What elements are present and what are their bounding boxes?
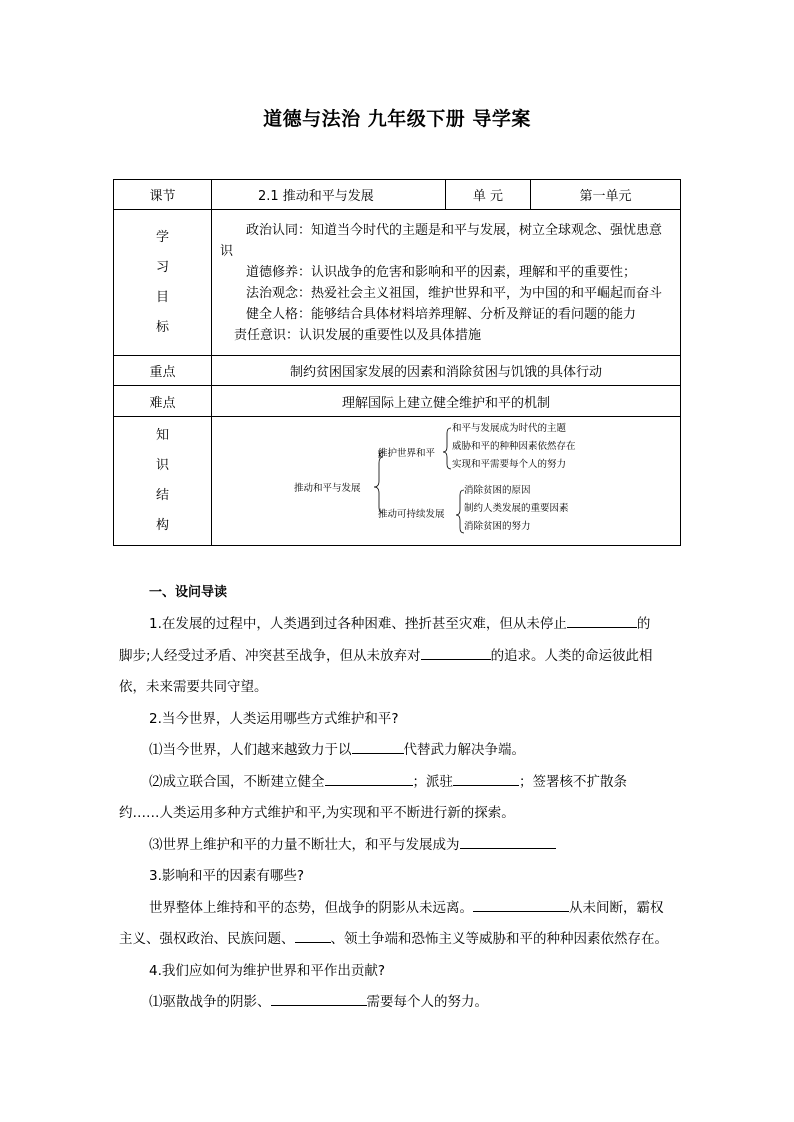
question-3: 3.影响和平的因素有哪些? <box>149 868 305 884</box>
goal-item: 健全人格：能够结合具体材料培养理解、分析及辩证的看问题的能力 <box>246 306 637 322</box>
brace-branch2-bottom <box>456 515 464 533</box>
branch1-item: 实现和平需要每个人的努力 <box>452 458 567 470</box>
structure-branch1: 维护世界和平 <box>378 447 436 459</box>
question-2-3: ⑶世界上维护和平的力量不断壮大，和平与发展成为 <box>119 830 679 862</box>
brace-branch1-top <box>443 428 451 452</box>
question-3-body-cont: 主义、强权政治、民族问题、 、领土争端和恐怖主义等威胁和平的种种因素依然存在。 <box>119 924 679 956</box>
branch2-item: 制约人类发展的重要因素 <box>464 502 569 514</box>
answer-blank[interactable] <box>421 645 491 660</box>
unit-label: 单 元 <box>446 180 531 210</box>
branch1-item: 威胁和平的种种因素依然存在 <box>452 440 576 452</box>
knowledge-structure-diagram <box>212 418 680 545</box>
question-2-1: ⑴当今世界，人们越来越致力于以 代替武力解决争端。 <box>119 735 679 767</box>
answer-blank[interactable] <box>453 771 519 786</box>
page-title: 道德与法治 九年级下册 导学案 <box>263 108 531 130</box>
branch1-item: 和平与发展成为时代的主题 <box>452 422 567 434</box>
goal-item: 责任意识：认识发展的重要性以及具体措施 <box>234 327 482 343</box>
branch2-item: 消除贫困的努力 <box>464 520 531 532</box>
goals-label-char: 习 <box>155 259 169 275</box>
question-2-2-cont: 约……人类运用多种方式维护和平,为实现和平不断进行新的探索。 <box>119 805 515 821</box>
answer-blank[interactable] <box>473 897 569 912</box>
key-label: 重点 <box>114 356 212 386</box>
lesson-info-table <box>113 179 681 546</box>
brace-branch1-bottom <box>443 452 451 469</box>
question-2-2: ⑵成立联合国，不断建立健全 ；派驻 ；签署核不扩散条 <box>119 767 679 799</box>
goals-label-char: 标 <box>155 319 169 335</box>
goals-content <box>212 210 681 356</box>
answer-blank[interactable] <box>325 771 413 786</box>
goal-item: 政治认同：知道当今时代的主题是和平与发展，树立全球观念、强忧患意识 <box>220 222 663 259</box>
branch2-item: 消除贫困的原因 <box>464 484 531 496</box>
answer-blank[interactable] <box>567 613 637 628</box>
answer-blank[interactable] <box>352 739 404 754</box>
question-1: 1.在发展的过程中，人类遇到过各种困难、挫折甚至灾难，但从未停止 的 <box>119 609 679 641</box>
structure-branch2: 推动可持续发展 <box>378 508 445 520</box>
unit-value: 第一单元 <box>531 180 681 210</box>
goals-label <box>114 210 212 356</box>
difficult-value: 理解国际上建立健全维护和平的机制 <box>212 386 681 417</box>
goal-item: 法治观念：热爱社会主义祖国，维护世界和平，为中国的和平崛起而奋斗 <box>246 285 663 301</box>
goal-item: 道德修养：认识战争的危害和影响和平的因素，理解和平的重要性； <box>246 264 637 280</box>
guided-reading-section <box>119 578 679 1019</box>
answer-blank[interactable] <box>295 928 331 943</box>
goals-label-char: 学 <box>155 229 169 245</box>
answer-blank[interactable] <box>460 834 556 849</box>
lesson-label: 课节 <box>114 180 212 210</box>
question-1-cont: 脚步;人经受过矛盾、冲突甚至战争，但从未放弃对 的追求。人类的命运彼此相 <box>119 641 679 673</box>
structure-label-char: 构 <box>155 518 169 533</box>
question-1-end: 依，未来需要共同守望。 <box>119 679 268 695</box>
question-4: 4.我们应如何为维护世界和平作出贡献? <box>149 962 386 979</box>
section-title: 一、设问导读 <box>149 585 228 600</box>
knowledge-structure <box>212 417 681 546</box>
brace-branch2-top <box>456 490 464 515</box>
difficult-label: 难点 <box>114 386 212 417</box>
goals-label-char: 目 <box>155 289 169 305</box>
question-3-body: 世界整体上维持和平的态势，但战争的阴影从未远离。 从未间断，霸权 <box>119 893 679 925</box>
structure-label-char: 结 <box>155 488 169 503</box>
lesson-value: 2.1 推动和平与发展 <box>212 180 446 210</box>
question-4-1: ⑴驱散战争的阴影、 需要每个人的努力。 <box>119 987 679 1019</box>
structure-label <box>114 417 212 546</box>
structure-root: 推动和平与发展 <box>294 482 361 494</box>
structure-label-char: 知 <box>155 428 169 443</box>
key-value: 制约贫困国家发展的因素和消除贫困与饥饿的具体行动 <box>212 356 681 386</box>
question-2: 2.当今世界，人类运用哪些方式维护和平? <box>149 710 399 727</box>
answer-blank[interactable] <box>271 991 367 1006</box>
structure-label-char: 识 <box>155 458 169 473</box>
